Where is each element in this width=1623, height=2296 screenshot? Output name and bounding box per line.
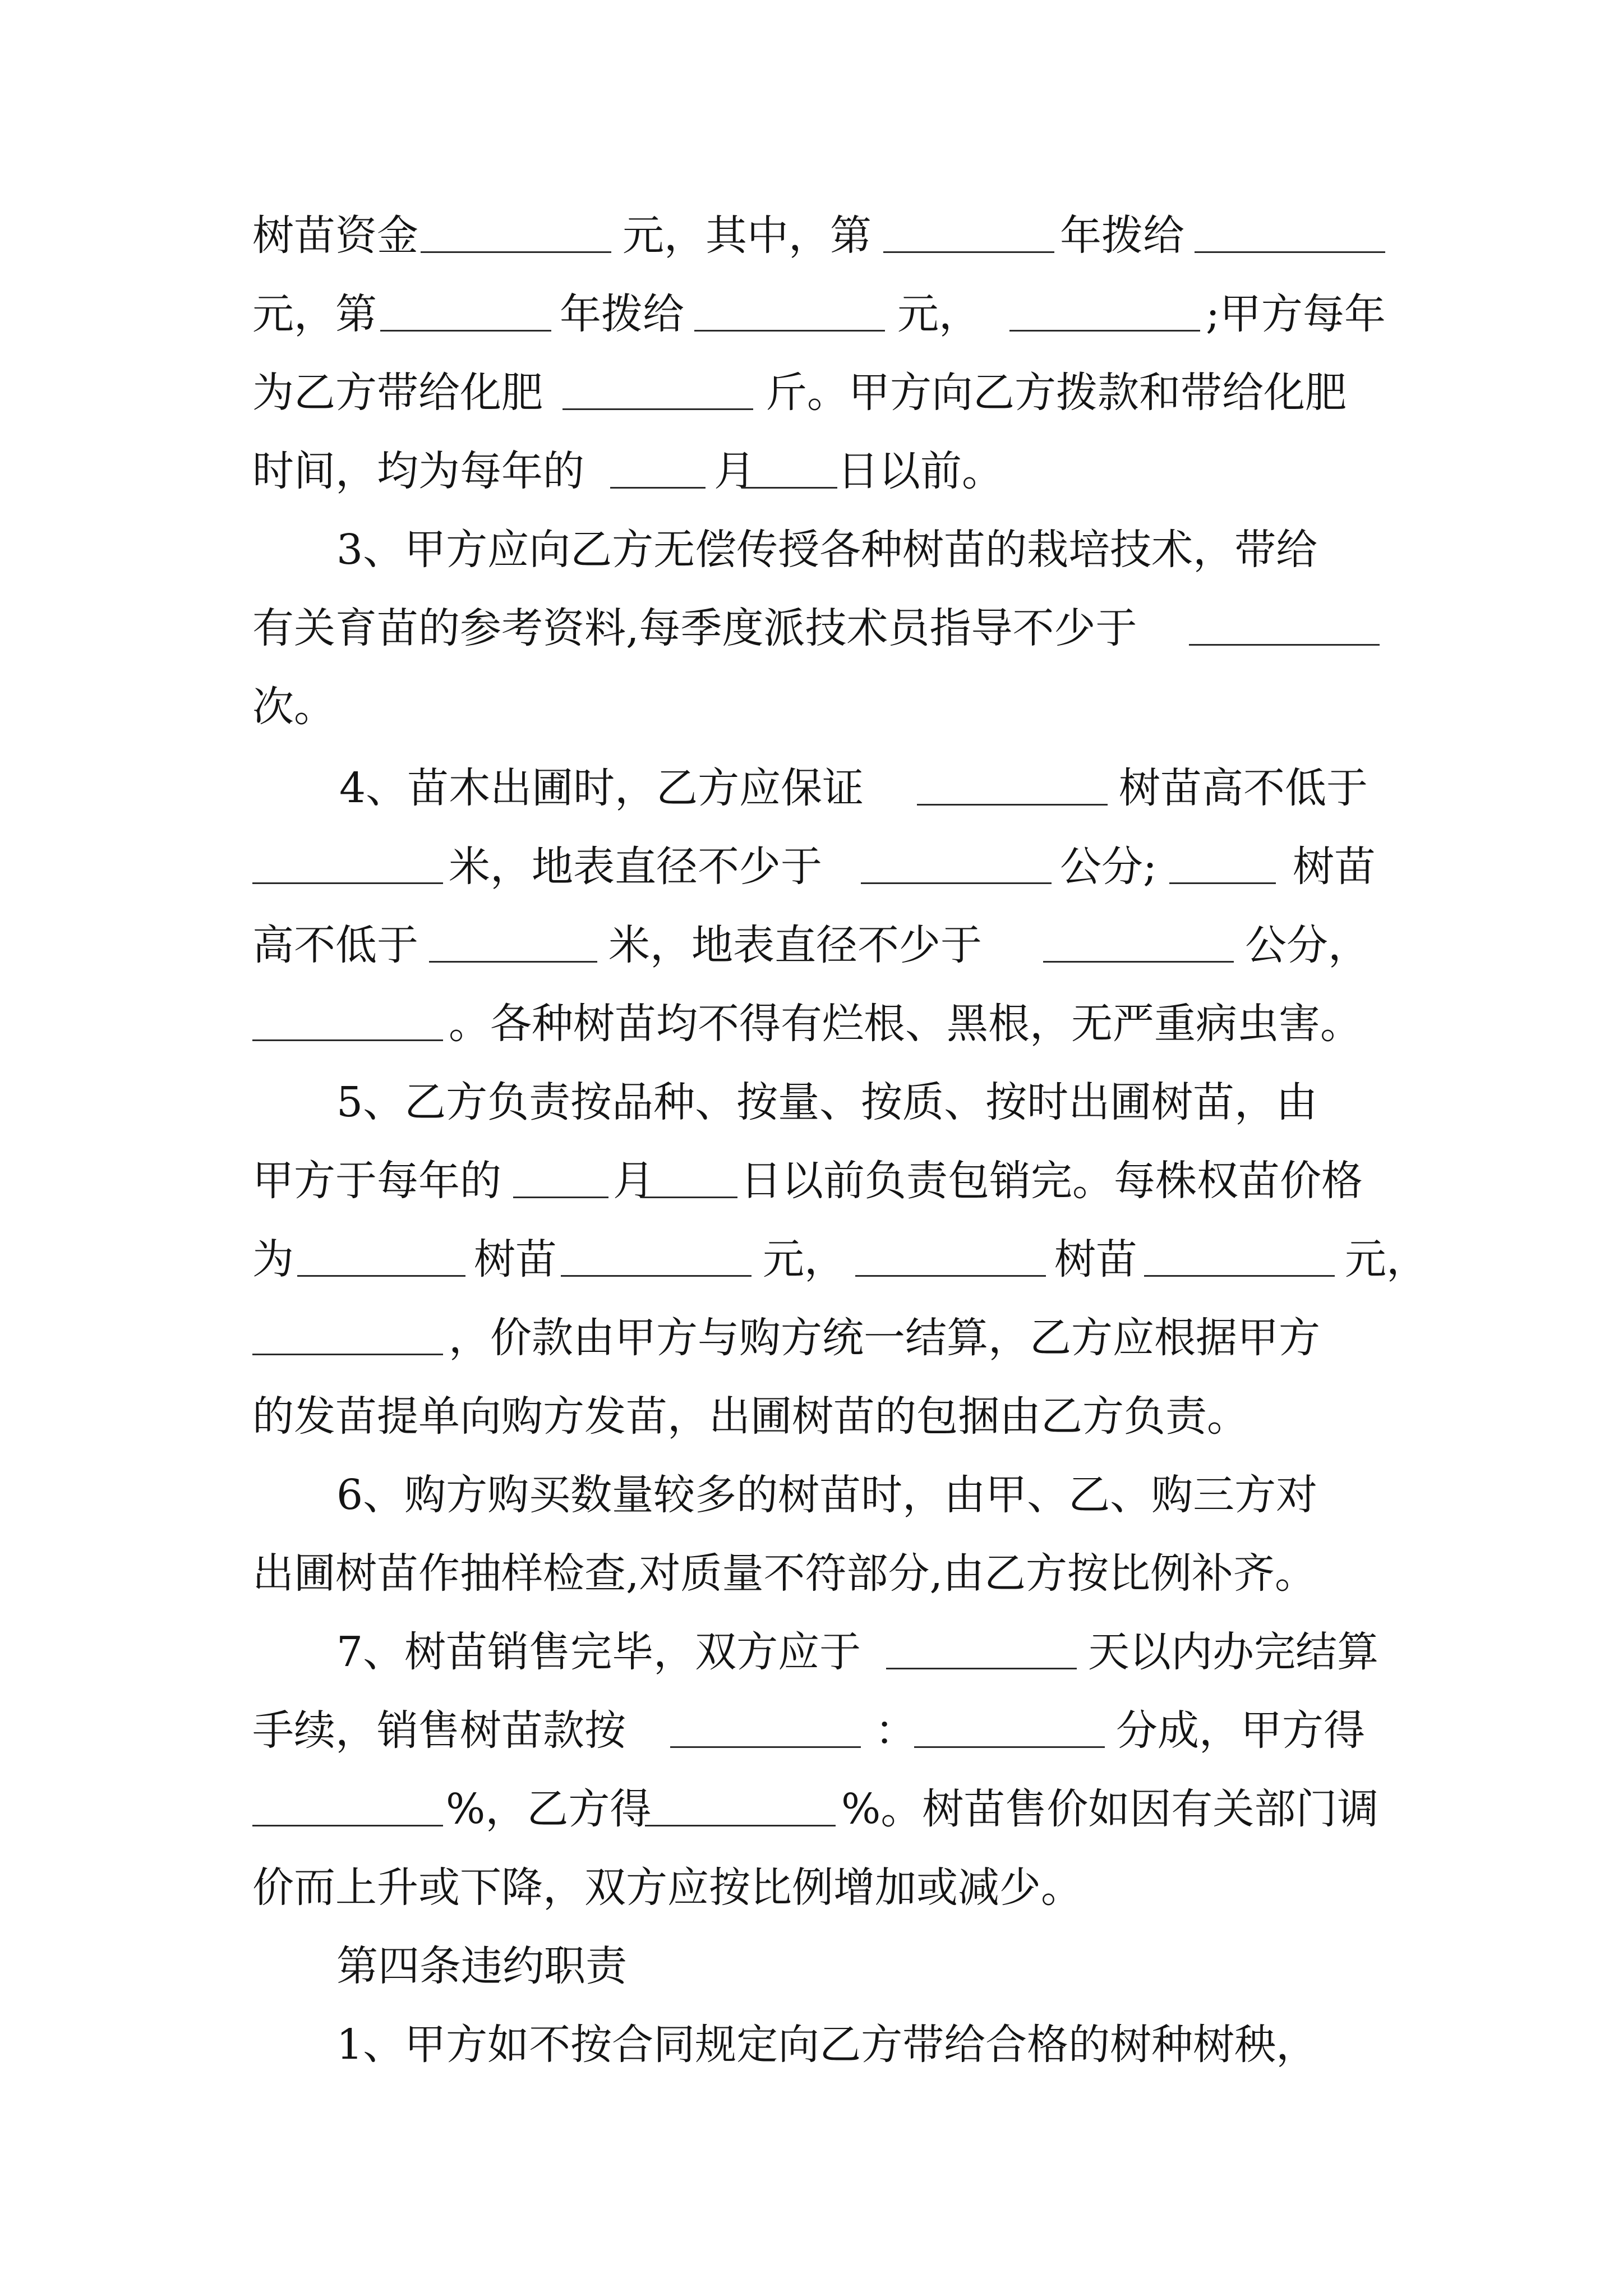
text-segment: 树苗资金: [252, 211, 418, 260]
text-segment: %。树苗售价如因有关部门调: [841, 1785, 1379, 1833]
text-line: [0, 839, 1623, 895]
text-segment: 月: [613, 1157, 654, 1205]
fill-in-blank: [1144, 1275, 1335, 1277]
text-segment: 公分;: [1060, 843, 1157, 891]
text-segment: ，价款由甲方与购方统一结算，乙方应根据甲方: [449, 1314, 1320, 1362]
text-segment: 高不低于: [252, 921, 418, 969]
fill-in-blank: [252, 1039, 443, 1041]
text-line: [0, 2017, 1623, 2073]
text-segment: 年拨给: [560, 290, 684, 338]
fill-in-blank: [562, 408, 753, 410]
fill-in-blank: [642, 1197, 737, 1198]
text-segment: %，乙方得: [446, 1785, 652, 1833]
fill-in-blank: [670, 1746, 861, 1748]
text-segment: 树苗: [474, 1235, 557, 1283]
fill-in-blank: [252, 1354, 443, 1355]
text-segment: 元，: [897, 290, 980, 338]
text-line: [0, 600, 1623, 656]
text-segment: 的发苗提单向购方发苗，出圃树苗的包捆由乙方负责。: [252, 1392, 1248, 1441]
text-line: [0, 1153, 1623, 1209]
text-segment: 第四条违约职责: [336, 1942, 627, 1990]
text-segment: 元，第: [252, 290, 377, 338]
fill-in-blank: [1009, 330, 1200, 332]
text-line: [0, 1388, 1623, 1444]
fill-in-blank: [1189, 644, 1380, 646]
text-line: [0, 443, 1623, 499]
fill-in-blank: [513, 1197, 608, 1198]
text-line: [0, 365, 1623, 421]
text-line: [0, 1860, 1623, 1916]
text-segment: 元，其中，第: [623, 211, 872, 260]
text-segment: ;甲方每年: [1206, 290, 1386, 338]
text-segment: 元，: [763, 1235, 846, 1283]
text-line: [0, 1231, 1623, 1287]
fill-in-blank: [883, 251, 1054, 253]
text-segment: 出圃树苗作抽样检查,对质量不符部分,由乙方按比例补齐。: [252, 1549, 1317, 1598]
fill-in-blank: [429, 961, 597, 963]
text-line: [0, 522, 1623, 578]
text-segment: 4、苗木出圃时，乙方应保证: [339, 764, 864, 812]
fill-in-blank: [917, 804, 1108, 806]
text-segment: 1、甲方如不按合同规定向乙方带给合格的树种树秧，: [336, 2021, 1318, 2069]
text-segment: 甲方于每年的: [252, 1157, 501, 1205]
text-line: [0, 1467, 1623, 1523]
text-line: [0, 1703, 1623, 1759]
text-segment: 为乙方带给化肥: [252, 369, 543, 417]
text-line: [0, 1781, 1623, 1837]
text-segment: 7、树苗销售完毕，双方应于: [336, 1628, 861, 1676]
text-line: [0, 1545, 1623, 1602]
text-segment: 分成，甲方得: [1116, 1706, 1365, 1755]
fill-in-blank: [1195, 251, 1385, 253]
text-segment: 元，: [1345, 1235, 1428, 1283]
fill-in-blank: [252, 1825, 443, 1826]
fill-in-blank: [380, 330, 551, 332]
text-segment: 米，地表直径不少于: [449, 843, 822, 891]
fill-in-blank: [297, 1275, 465, 1277]
fill-in-blank: [855, 1275, 1046, 1277]
text-segment: 为: [252, 1235, 294, 1283]
text-segment: 5、乙方负责按品种、按量、按质、按时出圃树苗，由: [336, 1078, 1318, 1126]
fill-in-blank: [742, 487, 837, 489]
fill-in-blank: [421, 251, 611, 253]
text-line: [0, 1938, 1623, 1994]
text-segment: 天以内办完结算: [1088, 1628, 1378, 1676]
fill-in-blank: [861, 882, 1052, 884]
text-line: [0, 1624, 1623, 1680]
text-segment: 年拨给: [1060, 211, 1184, 260]
text-line: [0, 1310, 1623, 1366]
text-segment: 次。: [252, 683, 335, 731]
text-segment: 月: [714, 447, 755, 495]
text-line: [0, 208, 1623, 264]
text-segment: 有关育苗的参考资料,每季度派技术员指导不少于: [252, 604, 1137, 652]
fill-in-blank: [886, 1668, 1077, 1669]
text-line: [0, 917, 1623, 973]
fill-in-blank: [610, 487, 706, 489]
fill-in-blank: [645, 1825, 836, 1826]
fill-in-blank: [561, 1275, 751, 1277]
text-segment: 6、购方购买数量较多的树苗时，由甲、乙、购三方对: [336, 1471, 1318, 1519]
fill-in-blank: [914, 1746, 1105, 1748]
text-line: [0, 996, 1623, 1052]
text-segment: 树苗: [1293, 843, 1376, 891]
text-segment: 日以前。: [837, 447, 1003, 495]
text-line: [0, 760, 1623, 816]
text-segment: 树苗高不低于: [1119, 764, 1368, 812]
fill-in-blank: [1169, 882, 1276, 884]
text-segment: 价而上升或下降，双方应按比例增加或减少。: [252, 1864, 1082, 1912]
text-line: [0, 679, 1623, 735]
text-segment: 日以前负责包销完。每株权苗价格: [740, 1157, 1363, 1205]
fill-in-blank: [694, 330, 885, 332]
text-segment: 。各种树苗均不得有烂根、黑根，无严重病虫害。: [449, 1000, 1362, 1048]
text-segment: ：: [875, 1706, 916, 1755]
text-line: [0, 1074, 1623, 1130]
text-segment: 3、甲方应向乙方无偿传授各种树苗的栽培技术，带给: [336, 526, 1318, 574]
text-line: [0, 286, 1623, 342]
fill-in-blank: [252, 882, 443, 884]
text-segment: 手续，销售树苗款按: [252, 1706, 626, 1755]
text-segment: 公分，: [1245, 921, 1370, 969]
text-segment: 斤。甲方向乙方拨款和带给化肥: [766, 369, 1347, 417]
text-segment: 米，地表直径不少于: [608, 921, 982, 969]
fill-in-blank: [1043, 961, 1234, 963]
text-segment: 时间，均为每年的: [252, 447, 584, 495]
text-segment: 树苗: [1054, 1235, 1137, 1283]
